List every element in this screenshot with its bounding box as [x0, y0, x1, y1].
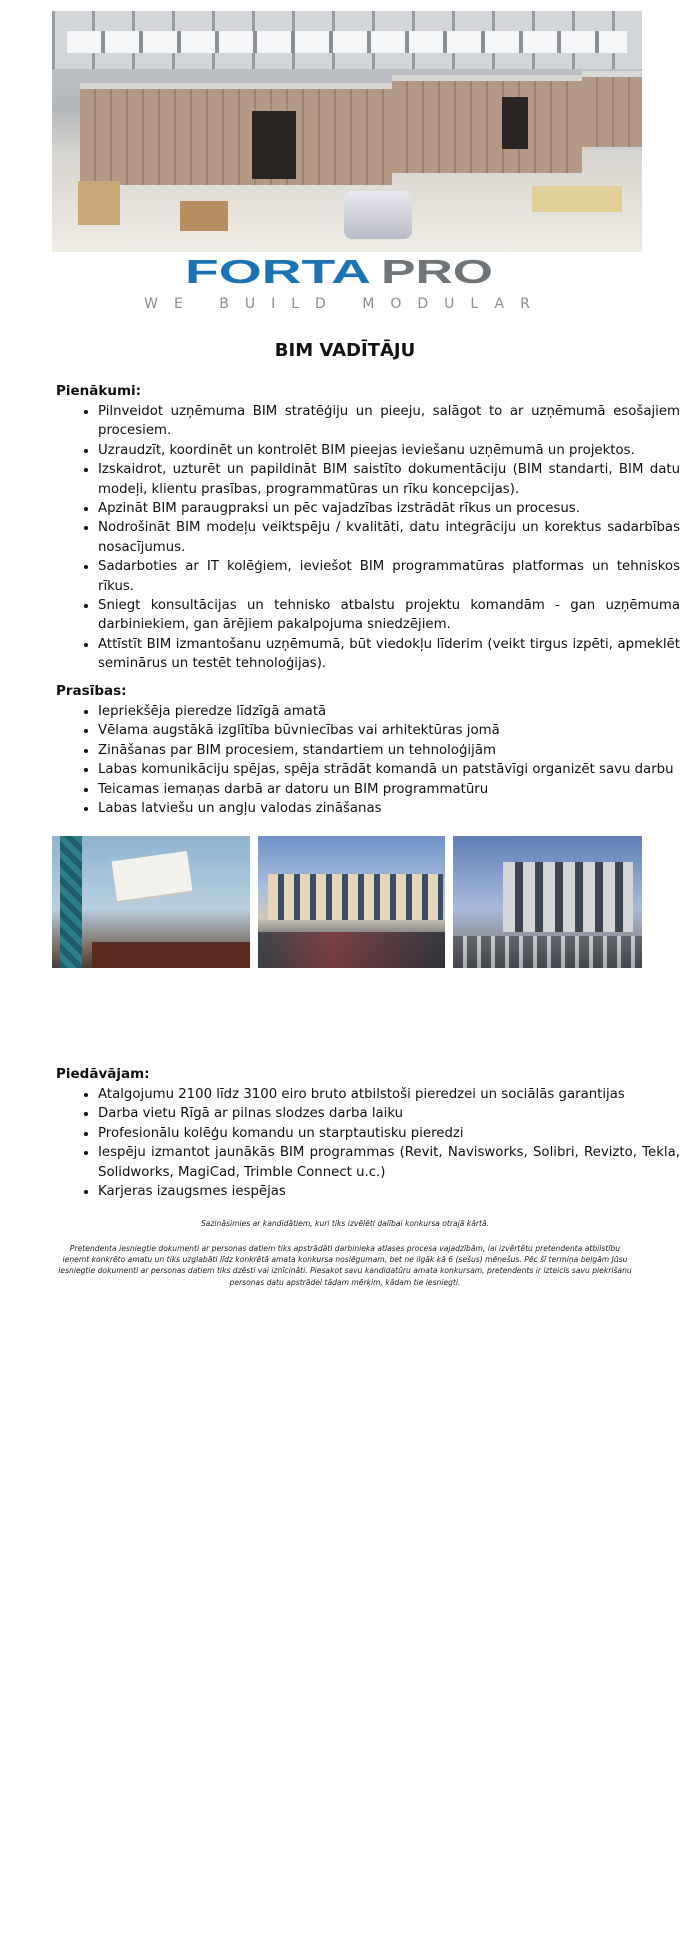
list-item: • Teicamas iemaņas darbā ar datoru un BIM programmatūru: [98, 780, 680, 799]
brand-name-part1: FORTA: [185, 258, 371, 286]
modular-unit: [392, 75, 582, 173]
hero-factory-photo: [52, 11, 642, 252]
list-item: • Uzraudzīt, koordinēt un kontrolēt BIM pieejas ieviešanu uzņēmumā un projektos.: [98, 441, 680, 460]
requirements-heading: Prasības:: [56, 683, 127, 699]
modular-unit: [582, 71, 642, 147]
modular-unit: [80, 83, 392, 185]
crate: [180, 201, 228, 231]
offer-list: [56, 1085, 680, 1201]
ship-hull: [92, 942, 250, 968]
list-item: • Iespēju izmantot jaunākās BIM programmas (Revit, Navisworks, Solibri, Revizto, Tekla, Solidworks, MagiCad, Trimble Connect u.c.): [98, 1143, 680, 1182]
list-item: • Karjeras izaugsmes iespējas: [98, 1182, 680, 1201]
modular-unit-door: [252, 111, 296, 179]
list-item: • Profesionālu kolēģu komandu un starptautisku pieredzi: [98, 1124, 680, 1143]
list-item: • Labas komunikāciju spējas, spēja strādāt komandā un patstāvīgi organizēt savu darbu: [98, 760, 680, 779]
list-item: • Pilnveidot uzņēmuma BIM stratēģiju un pieeju, salāgot to ar uzņēmumā esošajiem procesiem.: [98, 402, 680, 441]
list-item: • Nodrošināt BIM modeļu veiktspēju / kvalitāti, datu integrāciju un korektus sadarbības nosacījumus.: [98, 518, 680, 557]
brand-tagline: WE BUILD MODULAR: [144, 296, 546, 312]
privacy-note: Pretendenta iesniegtie dokumenti ar personas datiem tiks apstrādāti darbinieka atlases procesa vajadzībām, lai izvērtētu pretendenta atbilstību ieņemt konkrēto amatu un tiks uzglabāti līdz konkrētā amata konkursa noslēgumam, bet ne ilgāk kā 6 (sešus) mēnešus. Pēc šī termiņa beigām Jūsu iesniegtie dokumenti ar personas datiem tiks dzēsti vai iznīcināti. Piesakot savu kandidatūru amata konkursam, pretendents ir izteicis savu piekrišanu personas datu apstrādei tādam mērķim, kādam tie iesniegti.: [58, 1244, 632, 1287]
lifted-module: [112, 851, 193, 901]
street: [258, 932, 445, 968]
list-item: • Zināšanas par BIM procesiem, standartiem un tehnoloģijām: [98, 741, 680, 760]
list-item: • Vēlama augstākā izglītība būvniecības vai arhitektūras jomā: [98, 721, 680, 740]
road-crossing: [453, 936, 642, 968]
photo-crane-lifting-module: [52, 836, 250, 968]
list-item: • Darba vietu Rīgā ar pilnas slodzes darba laiku: [98, 1104, 680, 1123]
modular-unit-door: [502, 97, 528, 149]
duties-heading: Pienākumi:: [56, 383, 142, 399]
brand-logo: [0, 258, 690, 286]
building-facade: [268, 874, 443, 920]
list-item: • Apzināt BIM paraugpraksi un pēc vajadzības izstrādāt rīkus un procesus.: [98, 499, 680, 518]
list-item: • Iepriekšēja pieredze līdzīgā amatā: [98, 702, 680, 721]
list-item: • Izskaidrot, uzturēt un papildināt BIM saistīto dokumentāciju (BIM standarti, BIM datu modeļi, klientu prasības, programmatūras un rīku koncepcijas).: [98, 460, 680, 499]
photo-modular-building: [453, 836, 642, 968]
insulation-roll: [344, 191, 412, 239]
job-title: BIM VADĪTĀJU: [274, 340, 416, 361]
list-item: • Sadarboties ar IT kolēģiem, ieviešot BIM programmatūras platformas un tehniskos rīkus.: [98, 557, 680, 596]
duties-list: [56, 402, 680, 674]
insulation-stack: [532, 186, 622, 212]
list-item: • Sniegt konsultācijas un tehnisko atbalstu projektu komandām - gan uzņēmuma darbiniekiem, gan ārējiem pakalpojuma sniedzējiem.: [98, 596, 680, 635]
crate: [78, 181, 120, 225]
list-item: • Labas latviešu un angļu valodas zināšanas: [98, 799, 680, 818]
brand-name-part2: PRO: [381, 258, 493, 286]
factory-windows: [67, 31, 627, 53]
list-item: • Attīstīt BIM izmantošanu uzņēmumā, būt viedokļu līderim (veikt tirgus izpēti, apmeklēt seminārus un testēt tehnoloģijas).: [98, 635, 680, 674]
brand-logo-wordmark: [185, 258, 505, 286]
offer-heading: Piedāvājam:: [56, 1066, 150, 1082]
requirements-list: [56, 702, 680, 818]
contact-note: Sazināsimies ar kandidātiem, kuri tiks izvēlēti dalībai konkursa otrajā kārtā.: [200, 1219, 490, 1228]
list-item: • Atalgojumu 2100 līdz 3100 eiro bruto atbilstoši pieredzei un sociālās garantijas: [98, 1085, 680, 1104]
building-facade: [503, 862, 633, 932]
photo-building-street: [258, 836, 445, 968]
crane: [60, 836, 82, 968]
